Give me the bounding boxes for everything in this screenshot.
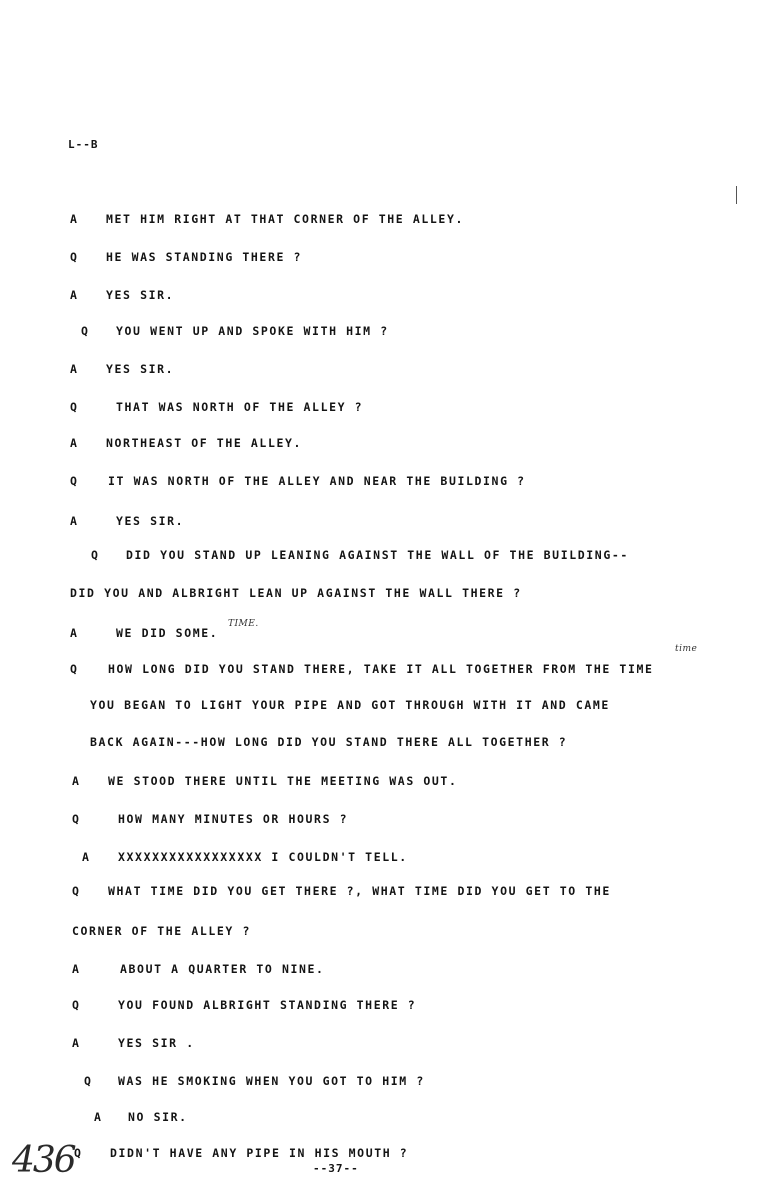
transcript-line: HOW LONG DID YOU STAND THERE, TAKE IT ALL TOGETHER FROM THE TIME: [108, 662, 654, 676]
speaker-label: A: [72, 962, 79, 976]
transcript-line: YOU BEGAN TO LIGHT YOUR PIPE AND GOT THROUGH WITH IT AND CAME: [90, 698, 610, 712]
transcript-line: HE WAS STANDING THERE ?: [106, 250, 303, 264]
margin-mark: [736, 186, 737, 204]
transcript-line: DIDN'T HAVE ANY PIPE IN HIS MOUTH ?: [110, 1146, 409, 1160]
speaker-label: Q: [72, 812, 79, 826]
transcript-line: HOW MANY MINUTES OR HOURS ?: [118, 812, 349, 826]
page-number: --37--: [313, 1162, 359, 1175]
transcript-line: WE DID SOME.: [116, 626, 219, 640]
transcript-line: CORNER OF THE ALLEY ?: [72, 924, 251, 938]
transcript-line: DID YOU AND ALBRIGHT LEAN UP AGAINST THE WALL THERE ?: [70, 586, 522, 600]
speaker-label: A: [70, 514, 77, 528]
transcript-line: YES SIR.: [106, 362, 175, 376]
transcript-line: WAS HE SMOKING WHEN YOU GOT TO HIM ?: [118, 1074, 425, 1088]
speaker-label: Q: [72, 998, 79, 1012]
transcript-line: YOU WENT UP AND SPOKE WITH HIM ?: [116, 324, 389, 338]
transcript-line: DID YOU STAND UP LEANING AGAINST THE WALL OF THE BUILDING--: [126, 548, 629, 562]
speaker-label: A: [70, 626, 77, 640]
speaker-label: Q: [91, 548, 98, 562]
speaker-label: Q: [70, 474, 77, 488]
speaker-label: A: [94, 1110, 101, 1124]
speaker-label: A: [70, 362, 77, 376]
speaker-label: Q: [81, 324, 88, 338]
transcript-line: IT WAS NORTH OF THE ALLEY AND NEAR THE BUILDING ?: [108, 474, 526, 488]
speaker-label: A: [82, 850, 89, 864]
speaker-label: Q: [70, 250, 77, 264]
speaker-label: A: [72, 774, 79, 788]
speaker-label: A: [70, 436, 77, 450]
handwritten-note: time: [675, 644, 698, 654]
handwritten-note: TIME.: [228, 619, 259, 629]
handwritten-page-annotation: 436: [12, 1140, 75, 1181]
transcript-line: NORTHEAST OF THE ALLEY.: [106, 436, 303, 450]
transcript-line: WE STOOD THERE UNTIL THE MEETING WAS OUT.: [108, 774, 458, 788]
transcript-line: NO SIR.: [128, 1110, 188, 1124]
transcript-line: WHAT TIME DID YOU GET THERE ?, WHAT TIME DID YOU GET TO THE: [108, 884, 611, 898]
transcript-line: YOU FOUND ALBRIGHT STANDING THERE ?: [118, 998, 417, 1012]
transcript-line: XXXXXXXXXXXXXXXXX I COULDN'T TELL.: [118, 850, 408, 864]
speaker-label: Q: [70, 662, 77, 676]
speaker-label: Q: [72, 884, 79, 898]
speaker-label: Q: [74, 1146, 81, 1160]
speaker-label: A: [72, 1036, 79, 1050]
transcript-line: YES SIR .: [118, 1036, 195, 1050]
transcript-line: ABOUT A QUARTER TO NINE.: [120, 962, 325, 976]
transcript-line: THAT WAS NORTH OF THE ALLEY ?: [116, 400, 364, 414]
speaker-label: Q: [70, 400, 77, 414]
speaker-label: A: [70, 288, 77, 302]
speaker-label: A: [70, 212, 77, 226]
transcript-line: YES SIR.: [116, 514, 185, 528]
speaker-label: Q: [84, 1074, 91, 1088]
transcript-line: MET HIM RIGHT AT THAT CORNER OF THE ALLEY.: [106, 212, 464, 226]
transcript-line: BACK AGAIN---HOW LONG DID YOU STAND THERE ALL TOGETHER ?: [90, 735, 568, 749]
header-code: L--B: [68, 138, 99, 151]
transcript-line: YES SIR.: [106, 288, 175, 302]
